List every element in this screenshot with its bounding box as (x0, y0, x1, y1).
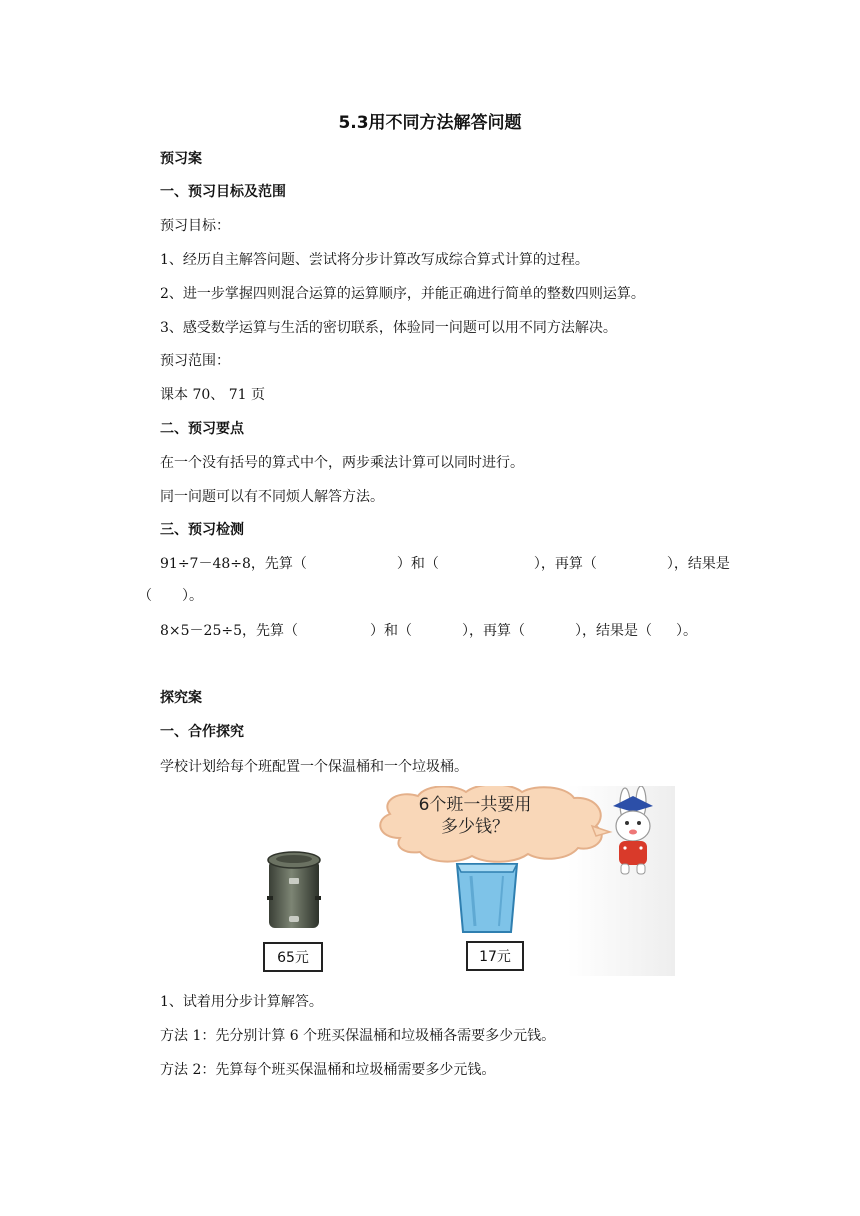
explore-intro: 学校计划给每个班配置一个保温桶和一个垃圾桶。 (160, 759, 468, 775)
price-tag-bin: 17元 (466, 941, 524, 971)
q2-text-a: 8×5－25÷5，先算（ (160, 623, 298, 639)
bubble-line-2: 多少钱？ (441, 817, 509, 837)
bubble-line-1: 6个班一共要用 (418, 795, 532, 815)
check-question-1 (160, 553, 730, 573)
check-question-1-cont (138, 585, 203, 605)
key-point: 同一问题可以有不同烦人解答方法。 (160, 489, 384, 505)
q1-text-a: 91÷7－48÷8，先算（ (160, 556, 307, 572)
problem-illustration (185, 786, 675, 976)
subheading-key-points: 二、预习要点 (160, 421, 244, 437)
step-1: 1、试着用分步计算解答。 (160, 994, 323, 1010)
section-heading-preview: 预习案 (160, 151, 202, 167)
insulated-bucket-icon (265, 850, 323, 932)
q2-text-c: ），再算（ (462, 623, 525, 639)
scope-text: 课本 70、 71 页 (160, 387, 265, 403)
key-point: 在一个没有括号的算式中个，两步乘法计算可以同时进行。 (160, 455, 524, 471)
q1-text-e: （ (138, 588, 152, 604)
goal-item: 2、进一步掌握四则混合运算的运算顺序，并能正确进行简单的整数四则运算。 (160, 286, 645, 302)
q2-text-e: ）。 (676, 623, 697, 639)
subheading-cooperative: 一、合作探究 (160, 724, 244, 740)
method-1: 方法 1：先分别计算 6 个班买保温桶和垃圾桶各需要多少元钱。 (160, 1028, 556, 1044)
goals-label: 预习目标： (160, 218, 230, 234)
section-heading-explore: 探究案 (160, 690, 202, 706)
q2-text-d: ），结果是（ (575, 623, 652, 639)
rabbit-mascot-icon (603, 786, 663, 876)
page-title: 5.3用不同方法解答问题 (338, 113, 522, 133)
goal-item: 1、经历自主解答问题、尝试将分步计算改写成综合算式计算的过程。 (160, 252, 589, 268)
goal-item: 3、感受数学运算与生活的密切联系，体验同一问题可以用不同方法解决。 (160, 320, 617, 336)
q1-text-c: ），再算（ (533, 556, 597, 572)
trash-bin-icon (453, 856, 521, 936)
q1-text-f: ）。 (182, 588, 203, 604)
q1-text-d: ），结果是 (666, 556, 730, 572)
subheading-check: 三、预习检测 (160, 522, 244, 538)
subheading-goals-scope: 一、预习目标及范围 (160, 184, 286, 200)
method-2: 方法 2：先算每个班买保温桶和垃圾桶需要多少元钱。 (160, 1062, 496, 1078)
scope-label: 预习范围： (160, 353, 230, 369)
check-question-2 (160, 620, 697, 640)
q2-text-b: ）和（ (370, 623, 412, 639)
q1-text-b: ）和（ (396, 556, 439, 572)
price-tag-bucket: 65元 (263, 942, 323, 972)
